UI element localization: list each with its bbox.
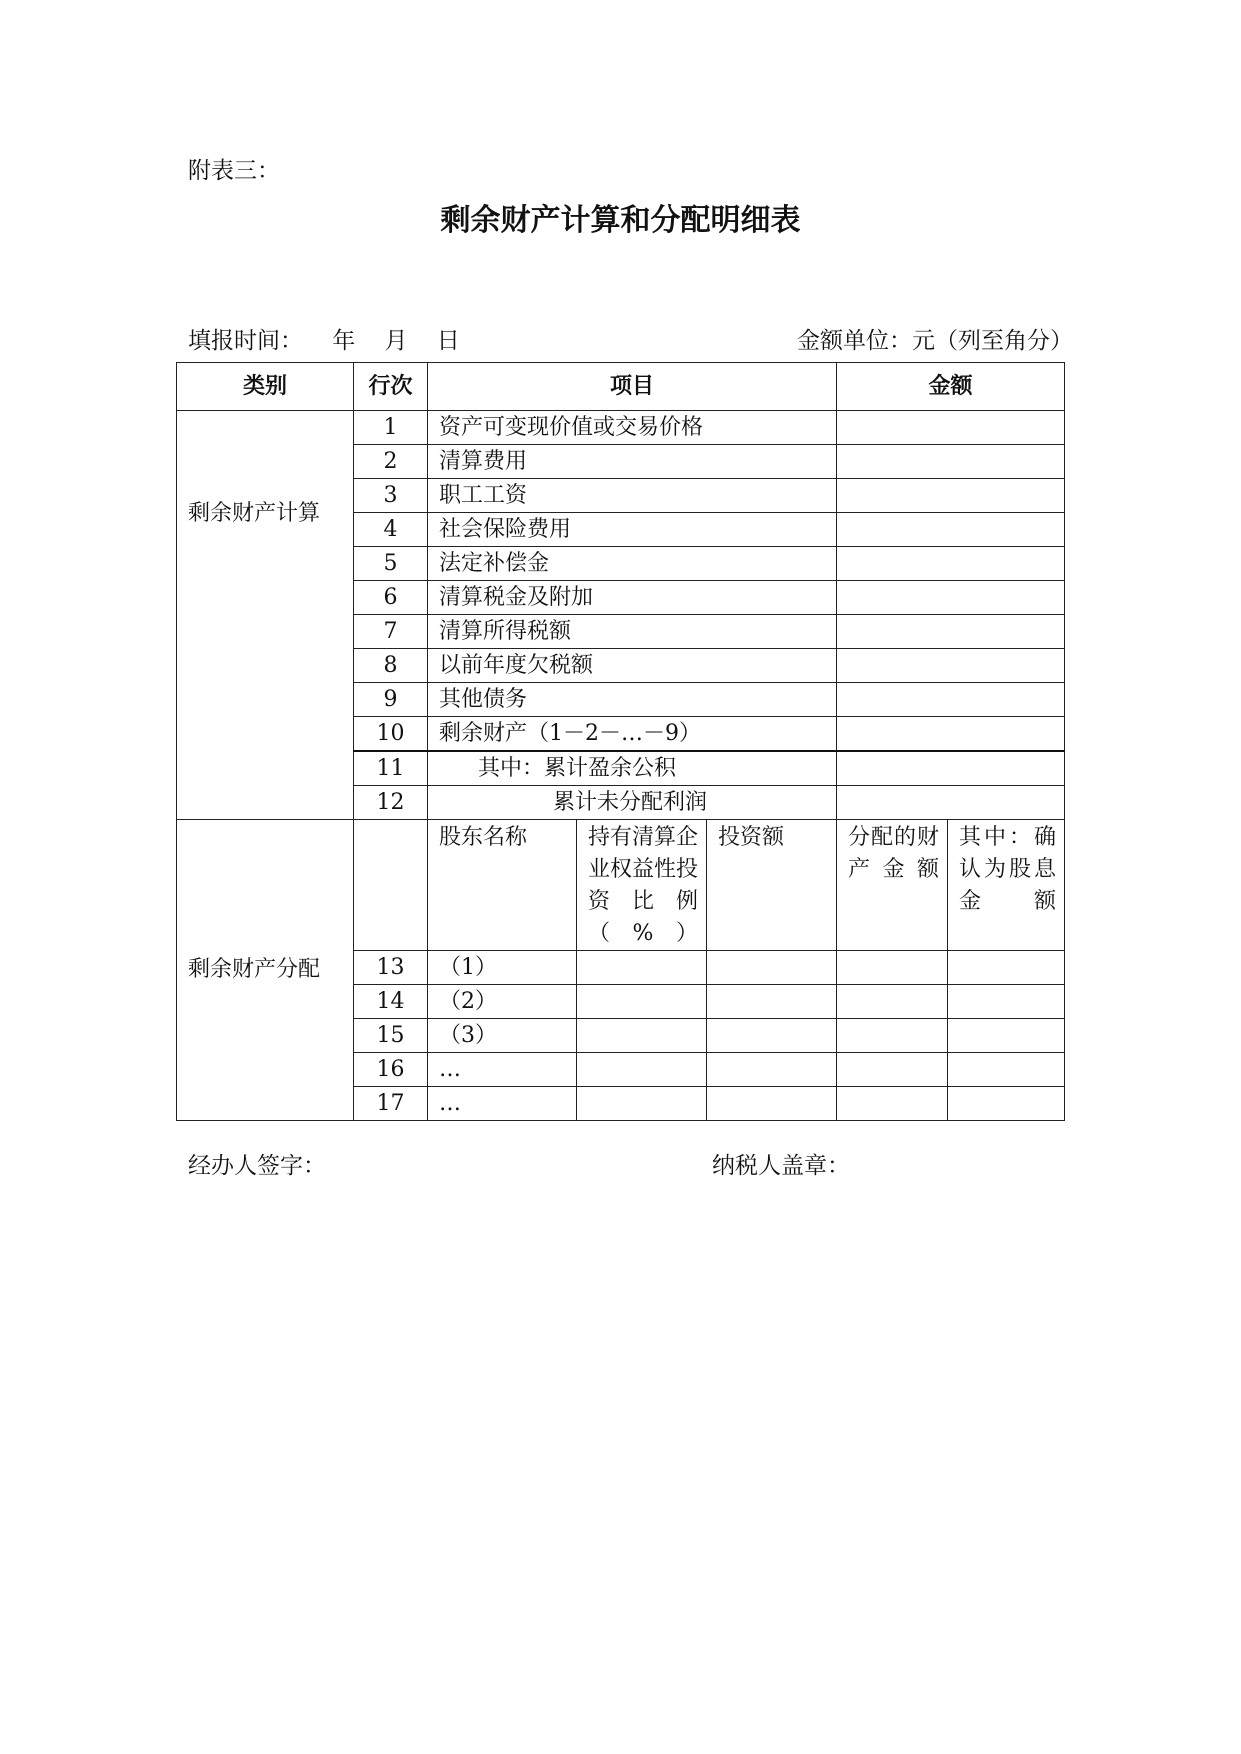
- line-number: 12: [354, 786, 428, 820]
- item-label: 清算费用: [428, 445, 837, 479]
- fill-date-label: 填报时间：: [188, 328, 303, 354]
- ratio-cell[interactable]: [577, 1087, 707, 1121]
- ratio-cell[interactable]: [577, 1053, 707, 1087]
- shareholder-name: （2）: [428, 985, 577, 1019]
- dividend-cell[interactable]: [948, 951, 1065, 985]
- subheader-ratio: 持有清算企业权益性投资比例（%）: [577, 820, 707, 951]
- ratio-cell[interactable]: [577, 1019, 707, 1053]
- line-number: 7: [354, 615, 428, 649]
- amount-cell[interactable]: [837, 649, 1065, 683]
- item-label: 其中：累计盈余公积: [428, 751, 837, 786]
- attachment-label: 附表三：: [188, 158, 280, 184]
- amount-cell[interactable]: [837, 581, 1065, 615]
- fill-date-line: [188, 322, 460, 355]
- header-category: 类别: [177, 363, 354, 411]
- shareholder-name: （1）: [428, 951, 577, 985]
- amount-cell[interactable]: [837, 445, 1065, 479]
- distributed-cell[interactable]: [837, 1053, 948, 1087]
- item-label: 职工工资: [428, 479, 837, 513]
- line-number: 11: [354, 751, 428, 786]
- category-calc: 剩余财产计算: [188, 501, 321, 526]
- distributed-cell[interactable]: [837, 1019, 948, 1053]
- header-item: 项目: [428, 363, 837, 411]
- distributed-cell[interactable]: [837, 1087, 948, 1121]
- amount-cell[interactable]: [837, 411, 1065, 445]
- table-row: [177, 411, 1065, 445]
- line-number: 14: [354, 985, 428, 1019]
- header-amount: 金额: [837, 363, 1065, 411]
- line-number: 4: [354, 513, 428, 547]
- amount-cell[interactable]: [837, 751, 1065, 786]
- category-cell: [177, 411, 354, 820]
- line-number: 6: [354, 581, 428, 615]
- distributed-cell[interactable]: [837, 951, 948, 985]
- asset-table: [176, 362, 1065, 1121]
- line-number: 9: [354, 683, 428, 717]
- dividend-cell[interactable]: [948, 1053, 1065, 1087]
- investment-cell[interactable]: [707, 985, 837, 1019]
- item-label: 清算所得税额: [428, 615, 837, 649]
- line-number: 16: [354, 1053, 428, 1087]
- item-label: 累计未分配利润: [428, 786, 837, 820]
- subheader-investment: 投资额: [707, 820, 837, 951]
- header-line: 行次: [354, 363, 428, 411]
- line-number: 5: [354, 547, 428, 581]
- line-number: 15: [354, 1019, 428, 1053]
- item-label: 资产可变现价值或交易价格: [428, 411, 837, 445]
- table-header-row: [177, 363, 1065, 411]
- item-label: 清算税金及附加: [428, 581, 837, 615]
- distributed-cell[interactable]: [837, 985, 948, 1019]
- category-cell: [177, 820, 354, 1121]
- item-label: 法定补偿金: [428, 547, 837, 581]
- line-number: 10: [354, 717, 428, 752]
- amount-cell[interactable]: [837, 786, 1065, 820]
- dividend-cell[interactable]: [948, 985, 1065, 1019]
- line-number: 13: [354, 951, 428, 985]
- category-distribution: 剩余财产分配: [188, 957, 321, 982]
- investment-cell[interactable]: [707, 951, 837, 985]
- subheader-distributed: 分配的财产金额: [837, 820, 948, 951]
- line-number: 17: [354, 1087, 428, 1121]
- ratio-cell[interactable]: [577, 951, 707, 985]
- line-number: 2: [354, 445, 428, 479]
- item-label: 社会保险费用: [428, 513, 837, 547]
- investment-cell[interactable]: [707, 1019, 837, 1053]
- amount-cell[interactable]: [837, 615, 1065, 649]
- amount-cell[interactable]: [837, 717, 1065, 752]
- dividend-cell[interactable]: [948, 1019, 1065, 1053]
- line-number: 3: [354, 479, 428, 513]
- shareholder-name: …: [428, 1087, 577, 1121]
- amount-cell[interactable]: [837, 683, 1065, 717]
- ratio-cell[interactable]: [577, 985, 707, 1019]
- line-number: [354, 820, 428, 951]
- item-label: 其他债务: [428, 683, 837, 717]
- taxpayer-seal-label: 纳税人盖章：: [712, 1153, 850, 1179]
- distribution-subheader-row: [177, 820, 1065, 951]
- amount-unit: 金额单位：元（列至角分）: [797, 328, 1073, 354]
- line-number: 8: [354, 649, 428, 683]
- fill-date-parts: 年 月 日: [332, 328, 460, 354]
- investment-cell[interactable]: [707, 1053, 837, 1087]
- shareholder-name: （3）: [428, 1019, 577, 1053]
- shareholder-name: …: [428, 1053, 577, 1087]
- amount-cell[interactable]: [837, 479, 1065, 513]
- subheader-shareholder: 股东名称: [428, 820, 577, 951]
- item-label: 以前年度欠税额: [428, 649, 837, 683]
- investment-cell[interactable]: [707, 1087, 837, 1121]
- item-label: 剩余财产（1－2－…－9）: [428, 717, 837, 752]
- dividend-cell[interactable]: [948, 1087, 1065, 1121]
- amount-cell[interactable]: [837, 513, 1065, 547]
- line-number: 1: [354, 411, 428, 445]
- subheader-dividend: 其中：确认为股息金额: [948, 820, 1065, 951]
- handler-signature-label: 经办人签字：: [188, 1153, 326, 1179]
- page-title: 剩余财产计算和分配明细表: [440, 203, 801, 238]
- amount-cell[interactable]: [837, 547, 1065, 581]
